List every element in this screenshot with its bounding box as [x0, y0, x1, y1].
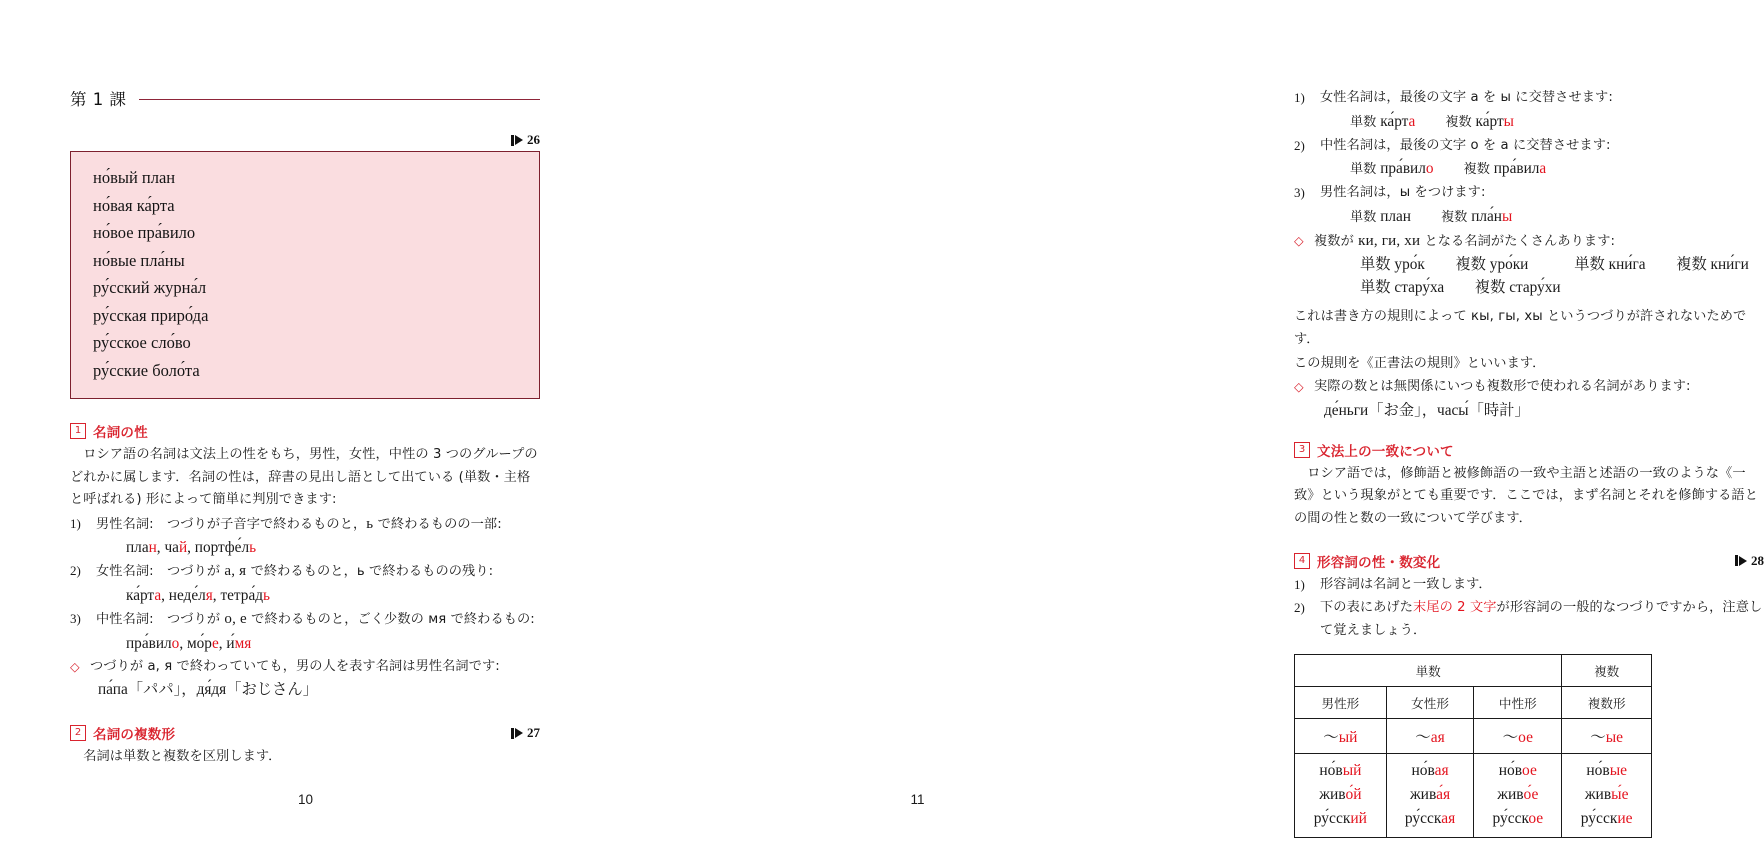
word-stem: жив — [1584, 786, 1612, 804]
highlighted-ending: ая — [1441, 810, 1456, 828]
section-number-badge: 1 — [70, 423, 86, 439]
word-stem: жив — [1497, 786, 1524, 804]
audio-cue-26[interactable] — [511, 132, 540, 148]
table-cell-masculine-forms — [1295, 754, 1387, 838]
highlighted-ending: о — [1425, 160, 1434, 178]
page-number-right: 11 — [910, 792, 925, 807]
example-line: но́вые пла́ны — [93, 250, 185, 270]
audio-track-number: 26 — [527, 132, 540, 147]
table-row-endings — [1295, 719, 1652, 754]
table-word — [1566, 759, 1647, 783]
russian-text: пра́вил — [1376, 160, 1426, 178]
example-line: ру́сские боло́та — [93, 360, 200, 380]
highlighted-ending: а — [1539, 160, 1547, 178]
word-stem: жив — [1409, 786, 1437, 804]
russian-example-line: па́па「パパ」，дя́дя「おじさん」 — [98, 681, 319, 699]
russian-example-line — [96, 584, 540, 607]
russian-text: пра́вил — [126, 634, 172, 652]
list-item — [1294, 574, 1764, 597]
orthography-explanation-1: これは書き方の規則によって кы, гы, хы というつづりが許されないためです． — [1294, 309, 1747, 347]
table-word — [1391, 759, 1470, 783]
highlighted-ending: ое — [1522, 762, 1537, 780]
word-stem: ру́сск — [1313, 810, 1351, 828]
ending-suffix: ое — [1518, 729, 1533, 747]
page-number-left: 10 — [297, 792, 314, 807]
table-group-header-plural: 複数 — [1562, 655, 1652, 687]
highlighted-ending: я — [205, 586, 213, 604]
table-word — [1299, 783, 1382, 807]
russian-example-line: 単数 уро́к 複数 уро́ки 単数 кни́га 複数 кни́ги — [1360, 256, 1749, 274]
table-word — [1391, 807, 1470, 831]
note-text: つづりが а, я で終わっていても，男の人を表す名詞は男性名詞です: — [90, 658, 500, 674]
right-page — [612, 0, 1764, 865]
section-number-badge: 3 — [1294, 442, 1310, 458]
table-word — [1566, 783, 1647, 807]
table-row-column-headers — [1295, 687, 1652, 719]
russian-text: пра́вил — [1489, 160, 1540, 178]
word-stem: но́в — [1411, 762, 1435, 780]
russian-text: пла́н — [1467, 207, 1502, 225]
table-cell-ending — [1562, 719, 1652, 754]
diamond-bullet-icon: ◇ — [70, 659, 80, 674]
example-line: ру́сский журна́л — [93, 278, 207, 297]
word-stem: но́в — [1319, 762, 1343, 780]
table-word — [1478, 759, 1557, 783]
list-text: 中性名詞: つづりが о, е で終わるものと，ごく少数の мя で終わるもの: — [96, 610, 535, 627]
list-marker: 2) — [1294, 137, 1305, 153]
russian-text: , портфе́л — [187, 539, 250, 557]
table-cell-neuter-forms — [1474, 754, 1562, 838]
diamond-bullet-icon: ◇ — [1294, 233, 1304, 248]
table-word — [1391, 783, 1470, 807]
example-line: ру́сская приро́да — [93, 305, 209, 325]
chapter-rule-line — [139, 99, 541, 100]
table-col-header: 女性形 — [1386, 687, 1474, 719]
example-phrase-box — [70, 151, 540, 399]
highlighted-ending: ы — [1502, 207, 1513, 225]
ending-suffix: ый — [1338, 729, 1358, 747]
russian-example-line — [1320, 205, 1764, 229]
russian-text: план — [1376, 207, 1411, 225]
highlighted-ending: о́й — [1345, 786, 1362, 804]
russian-text: , тетра́д — [212, 586, 264, 604]
word-stem: ру́сск — [1492, 810, 1529, 828]
list-item — [1294, 135, 1764, 182]
russian-example-line — [96, 536, 540, 559]
tilde-glyph: 〜 — [1590, 729, 1606, 747]
word-stem: но́в — [1586, 762, 1610, 780]
list-item — [1294, 87, 1764, 134]
russian-text: ка́рт — [126, 586, 155, 604]
list-text: 下の表にあげた末尾の 2 文字が形容詞の一般的なつづりですから，注意して覚えましょう． — [1320, 600, 1763, 638]
section-2-list — [1294, 87, 1764, 229]
chapter-header — [70, 86, 540, 110]
table-group-header-singular: 単数 — [1295, 655, 1562, 687]
note-text: 複数が ки, ги, хи となる名詞がたくさんあります: — [1314, 232, 1616, 249]
section-1-intro: ロシア語の名詞は文法上の性をもち，男性，女性，中性の 3 つのグループのどれかに属します．名詞の性は，辞書の見出し語として出ている (単数・主格と呼ばれる) 形によって簡単に判別できます: — [70, 447, 538, 508]
highlighted-ending: о́е — [1523, 786, 1539, 804]
russian-text: 複数 — [1463, 162, 1490, 178]
section-title: 文法上の一致について — [1317, 443, 1454, 460]
table-cell-ending — [1474, 719, 1562, 754]
section-4-header — [1294, 551, 1764, 571]
list-item — [70, 560, 540, 607]
section-1-note — [70, 656, 540, 702]
audio-track-number: 28 — [1751, 552, 1764, 568]
russian-text: ка́рт — [1471, 112, 1504, 130]
table-word — [1566, 807, 1647, 831]
adjective-declension-table — [1294, 654, 1652, 838]
word-stem: ру́сск — [1404, 810, 1442, 828]
diamond-bullet-icon: ◇ — [1294, 380, 1304, 395]
list-marker: 1) — [1294, 90, 1305, 105]
table-row-group-headers — [1295, 655, 1652, 687]
russian-text: 複数 — [1445, 114, 1472, 130]
section-2-note-2 — [1294, 376, 1764, 422]
section-title: 形容詞の性・数変化 — [1317, 554, 1441, 571]
table-cell-ending — [1295, 719, 1387, 754]
list-text: 男性名詞: つづりが子音字で終わるものと，ь で終わるものの一部: — [96, 515, 502, 532]
ending-suffix: ые — [1605, 729, 1624, 747]
list-text: 男性名詞は，ы をつけます: — [1320, 185, 1486, 201]
russian-text: , ча — [156, 539, 179, 557]
highlighted-ending: ые — [1609, 762, 1627, 780]
list-marker: 3) — [70, 610, 81, 626]
list-item — [70, 513, 540, 560]
audio-play-icon — [511, 135, 523, 146]
list-text: 女性名詞は，最後の文字 а を ы に交替させます: — [1320, 90, 1613, 105]
left-column — [70, 86, 540, 769]
table-word — [1478, 783, 1557, 807]
russian-text: , мо́р — [179, 634, 212, 652]
example-line: но́вая ка́рта — [93, 195, 175, 215]
highlighted-ending: о — [171, 634, 180, 652]
section-4-list — [1294, 574, 1764, 643]
list-marker: 1) — [70, 515, 81, 531]
section-1-header — [70, 421, 540, 441]
orthography-explanation-2: この規則を《正書法の規則》といいます． — [1294, 355, 1546, 371]
tilde-glyph: 〜 — [1502, 729, 1519, 747]
russian-example-line — [1320, 110, 1764, 134]
russian-text: 単数 — [1350, 114, 1377, 130]
audio-cue-28[interactable] — [1735, 553, 1764, 569]
audio-play-icon — [511, 728, 523, 739]
table-col-header: 男性形 — [1295, 687, 1387, 719]
section-title: 名詞の複数形 — [93, 727, 176, 744]
russian-text: ка́рт — [1376, 112, 1409, 130]
audio-cue-26-row — [70, 132, 540, 147]
tilde-glyph: 〜 — [1415, 729, 1431, 747]
russian-text: 複数 — [1441, 209, 1468, 225]
table-cell-plural-forms — [1562, 754, 1652, 838]
audio-track-number: 27 — [527, 725, 540, 741]
example-line: но́вый план — [93, 168, 176, 187]
ending-suffix: ая — [1430, 729, 1445, 747]
highlighted-phrase: 末尾の 2 文字 — [1413, 600, 1497, 616]
table-cell-feminine-forms — [1386, 754, 1474, 838]
section-2-header — [70, 723, 540, 743]
highlighted-ending: ы́е — [1611, 786, 1629, 804]
word-stem: но́в — [1498, 762, 1523, 780]
table-word — [1299, 807, 1382, 831]
russian-example-line: 単数 стару́ха 複数 стару́хи — [1360, 279, 1561, 297]
russian-text: 単数 — [1350, 209, 1377, 225]
section-title: 名詞の性 — [93, 425, 148, 441]
word-stem: ру́сск — [1580, 810, 1618, 828]
table-word — [1478, 807, 1557, 831]
highlighted-ending: й — [178, 539, 188, 557]
highlighted-ending: а — [154, 586, 162, 604]
section-3-body: ロシア語では，修飾語と被修飾語の一致や主語と述語の一致のような《一致》という現象がとても重要です．ここでは，まず名詞とそれを修飾する語との間の性と数の一致について学びます． — [1294, 465, 1759, 526]
note-text: 実際の数とは無関係にいつも複数形で使われる名詞があります: — [1314, 379, 1691, 395]
highlighted-ending: а — [1408, 112, 1416, 130]
tilde-glyph: 〜 — [1323, 729, 1339, 747]
highlighted-ending: ь — [249, 539, 257, 557]
right-column — [1294, 86, 1764, 838]
highlighted-ending: ий — [1350, 810, 1367, 828]
list-marker: 1) — [1294, 576, 1305, 592]
table-row-examples — [1295, 754, 1652, 838]
russian-text: , и́ — [218, 634, 235, 652]
list-text: 中性名詞は，最後の文字 о を а に交替させます: — [1320, 137, 1611, 153]
section-number-badge: 2 — [70, 725, 86, 741]
example-line: ру́сское сло́во — [93, 333, 191, 352]
list-item — [1294, 182, 1764, 229]
table-col-header: 複数形 — [1562, 687, 1652, 719]
left-page — [0, 0, 611, 865]
list-item — [1294, 597, 1764, 642]
table-cell-ending — [1386, 719, 1474, 754]
list-text: 女性名詞: つづりが а, я で終わるものと，ь で終わるものの残り: — [96, 563, 494, 580]
section-1-list — [70, 513, 540, 655]
highlighted-ending: ый — [1342, 762, 1362, 780]
list-marker: 2) — [1294, 600, 1305, 616]
highlighted-ending: н — [148, 539, 157, 557]
russian-text: 単数 — [1350, 162, 1377, 178]
table-col-header: 中性形 — [1474, 687, 1562, 719]
section-number-badge: 4 — [1294, 553, 1310, 569]
audio-play-icon — [1735, 555, 1747, 566]
highlighted-ending: ие — [1617, 810, 1633, 828]
highlighted-ending: е — [211, 634, 219, 652]
chapter-title: 第 1 課 — [70, 90, 127, 109]
russian-example-line: де́ньги「お金」，часы́「時計」 — [1324, 401, 1530, 419]
list-item — [70, 608, 540, 655]
list-marker: 2) — [70, 563, 81, 579]
highlighted-ending: ь — [263, 586, 270, 604]
section-2-intro: 名詞は単数と複数を区別します． — [83, 749, 282, 765]
example-line: но́вое пра́вило — [93, 223, 196, 242]
highlighted-ending: ая — [1434, 762, 1449, 780]
russian-text: пла — [126, 539, 149, 557]
russian-example-line — [96, 632, 540, 655]
highlighted-ending: ое — [1528, 810, 1544, 828]
table-word — [1299, 759, 1382, 783]
highlighted-ending: а́я — [1436, 786, 1451, 804]
russian-text: , неде́л — [161, 586, 206, 604]
highlighted-ending: ы — [1503, 112, 1514, 130]
section-2-note-1 — [1294, 230, 1764, 300]
word-stem: жив — [1319, 786, 1346, 804]
highlighted-ending: мя — [234, 634, 252, 652]
russian-example-line — [1320, 157, 1764, 181]
audio-cue-27[interactable] — [511, 725, 540, 741]
list-text: 形容詞は名詞と一致します． — [1320, 576, 1492, 592]
section-3-header — [1294, 440, 1764, 460]
list-marker: 3) — [1294, 185, 1305, 201]
